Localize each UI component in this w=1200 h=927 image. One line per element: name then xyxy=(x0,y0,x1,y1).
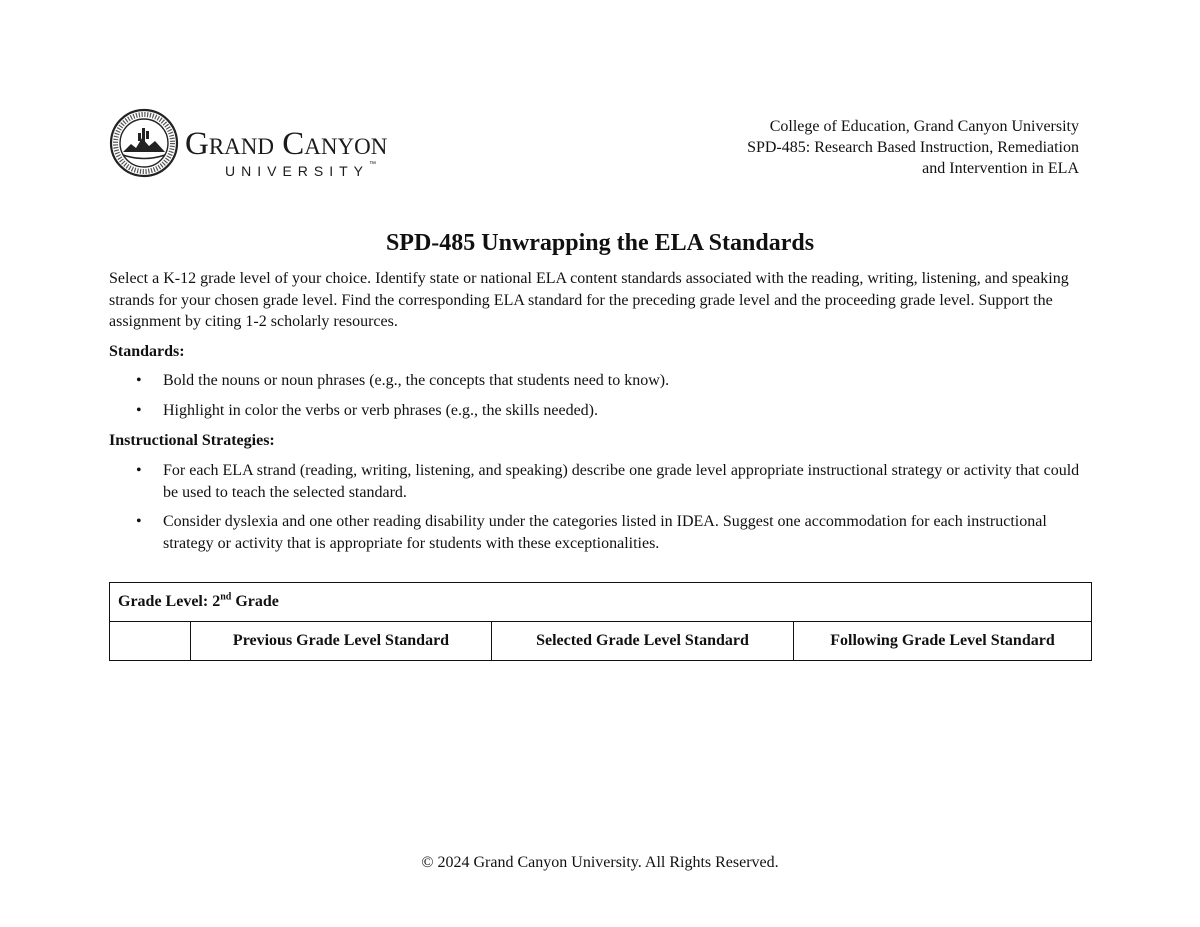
column-header-empty xyxy=(110,622,191,661)
list-item-text: Consider dyslexia and one other reading disability under the categories listed in IDEA. Suggest one accommodation for each instructional strategy or activity that is appropriate for students with these exceptionalities. xyxy=(163,513,1047,552)
list-item-text: For each ELA strand (reading, writing, listening, and speaking) describe one grade level appropriate instructional strategy or activity that could be used to teach the selected standard. xyxy=(163,462,1080,501)
grade-label: Grade Level: xyxy=(118,593,213,610)
bullet-icon: • xyxy=(136,513,142,530)
standards-list xyxy=(109,370,1089,429)
list-item xyxy=(109,460,1089,503)
bullet-icon: • xyxy=(136,372,142,389)
grade-suffix: nd xyxy=(220,591,232,603)
column-header-following: Following Grade Level Standard xyxy=(794,622,1092,661)
header-line-2: SPD-485: Research Based Instruction, Remediation xyxy=(747,139,1079,156)
page-title: SPD-485 Unwrapping the ELA Standards xyxy=(385,230,815,256)
logo-university: UNIVERSITY xyxy=(225,163,370,179)
intro-paragraph: Select a K-12 grade level of your choice. Identify state or national ELA content standards associated with the reading, writing, listening, and speaking strands for your chosen grade level. Find the corresponding ELA standard for the preceding grade level and the proceeding grade level. Support the assignment by citing 1-2 scholarly resources. xyxy=(109,270,1069,330)
list-item xyxy=(109,370,1089,392)
gcu-logo xyxy=(109,108,429,180)
logo-wordmark xyxy=(185,128,387,161)
bullet-icon: • xyxy=(136,401,142,419)
list-item xyxy=(109,511,1089,554)
column-header-selected: Selected Grade Level Standard xyxy=(492,622,794,661)
list-item-text: Bold the nouns or noun phrases (e.g., the concepts that students need to know). xyxy=(163,372,670,389)
logo-trademark: ™ xyxy=(369,161,377,168)
strategies-list xyxy=(109,460,1089,562)
header-line-3: and Intervention in ELA xyxy=(922,160,1079,177)
logo-subline xyxy=(225,163,376,179)
copyright-footer: © 2024 Grand Canyon University. All Rights Reserved. xyxy=(421,854,779,871)
column-header-previous: Previous Grade Level Standard xyxy=(191,622,492,661)
table-row xyxy=(110,622,1092,661)
logo-name: Grand Canyon xyxy=(185,126,388,162)
bullet-icon: • xyxy=(136,462,142,479)
header-line-1: College of Education, Grand Canyon University xyxy=(769,118,1079,135)
grade-level-table xyxy=(109,582,1092,661)
standards-heading: Standards: xyxy=(109,343,185,360)
table-row xyxy=(110,583,1092,622)
strategies-heading: Instructional Strategies: xyxy=(109,432,275,449)
grade-number: 2 xyxy=(212,593,221,610)
list-item xyxy=(109,400,1089,422)
list-item-text: Highlight in color the verbs or verb phrases (e.g., the skills needed). xyxy=(163,401,598,419)
grade-level-cell xyxy=(110,583,1092,622)
course-header xyxy=(659,116,1079,179)
gcu-seal-icon xyxy=(109,108,179,178)
grade-word: Grade xyxy=(231,593,279,610)
